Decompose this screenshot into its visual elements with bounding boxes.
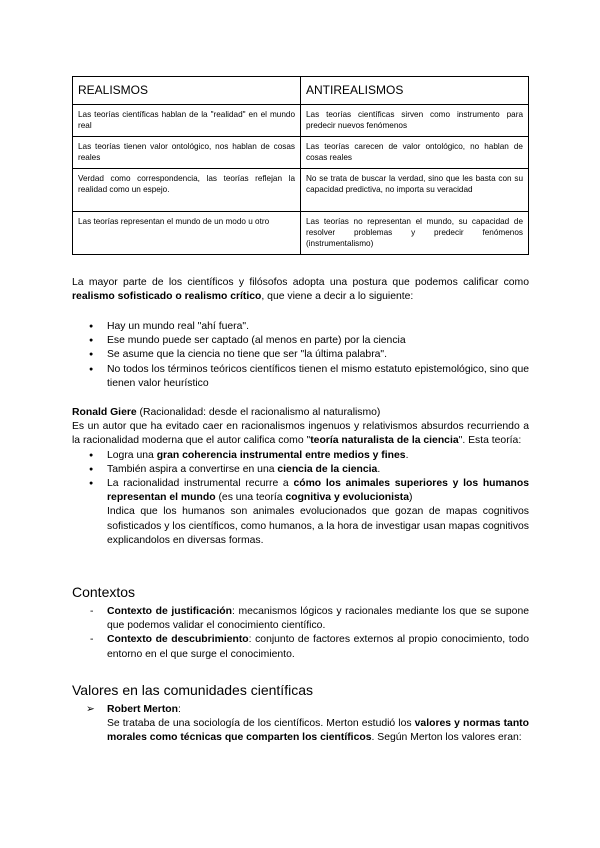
giere-explanation: Indica que los humanos son animales evolucionados que gozan de mapas cognitivos sofisticados y los científicos, como humanos, a la hora de investigar usan mapas cognitivos explicandolos en diversas formas. <box>107 506 529 546</box>
valores-heading: Valores en las comunidades científicas <box>72 682 313 698</box>
giere-title: Ronald Giere (Racionalidad: desde el racionalismo al naturalismo) <box>72 407 381 418</box>
table-row <box>73 105 529 137</box>
list-item: ● También aspira a convertirse en una ciencia de la ciencia. <box>72 463 529 477</box>
realism-comparison-table <box>72 76 529 255</box>
list-item: ● Se asume que la ciencia no tiene que ser "la última palabra". <box>72 348 529 362</box>
list-item: ● Logra una gran coherencia instrumental entre medios y fines. <box>72 449 529 463</box>
giere-name: Ronald Giere <box>72 407 137 418</box>
merton-section <box>72 703 529 746</box>
giere-section <box>72 406 529 548</box>
list-item: ➢ Robert Merton: Se trataba de una sociología de los científicos. Merton estudió los valores y normas tanto morales como técnicas que comparten los científicos. Según Merton los valores eran: <box>86 704 529 744</box>
header-realismos: REALISMOS <box>73 77 301 105</box>
header-antirealismos: ANTIREALISMOS <box>301 77 529 105</box>
list-item: ● No todos los términos teóricos científicos tienen el mismo estatuto epistemológico, sino que tienen valor heurístico <box>72 363 529 391</box>
table-row <box>73 137 529 169</box>
table-header-row <box>73 77 529 105</box>
contextos-heading: Contextos <box>72 584 136 600</box>
giere-points-list <box>72 449 529 548</box>
table-cell: Las teorías científicas hablan de la "realidad" en el mundo real <box>73 105 301 137</box>
table-row <box>73 212 529 255</box>
table-cell: Verdad como correspondencia, las teorías reflejan la realidad como un espejo. <box>73 169 301 212</box>
arrow-bullet-icon: ➢ <box>86 704 95 715</box>
list-item: - Contexto de justificación: mecanismos lógicos y racionales mediante los que se supone que podemos validar el conocimiento científico. <box>72 605 529 633</box>
table-cell: Las teorías no representan el mundo, su capacidad de resolver problemas y predecir fenómenos (instrumentalismo) <box>301 212 529 255</box>
intro-bold-term: realismo sofisticado o realismo crítico <box>72 291 262 303</box>
table-cell: Las teorías representan el mundo de un modo u otro <box>73 212 301 255</box>
list-item: ● Hay un mundo real "ahí fuera". <box>72 320 529 334</box>
list-item: ● Ese mundo puede ser captado (al menos en parte) por la ciencia <box>72 334 529 348</box>
table-cell: Las teorías carecen de valor ontológico, no hablan de cosas reales <box>301 137 529 169</box>
table-cell: No se trata de buscar la verdad, sino que les basta con su capacidad predictiva, no importa su veracidad <box>301 169 529 212</box>
table-row <box>73 169 529 212</box>
giere-paragraph: Es un autor que ha evitado caer en racionalismos ingenuos y relativismos absurdos recurriendo a la racionalidad moderna que el autor califica como "teoría naturalista de la ciencia". Esta teoría: <box>72 421 529 447</box>
table-cell: Las teorías científicas sirven como instrumento para predecir nuevos fenómenos <box>301 105 529 137</box>
list-item: - Contexto de descubrimiento: conjunto de factores externos al propio conocimiento, todo entorno en el que surge el conocimiento. <box>72 633 529 661</box>
table-cell: Las teorías tienen valor ontológico, nos hablan de cosas reales <box>73 137 301 169</box>
list-item: ● La racionalidad instrumental recurre a cómo los animales superiores y los humanos representan el mundo (es una teoría cognitiva y evolucionista) Indica que los humanos son animales evolucionados que gozan de mapas cognitivos sofisticados y los científicos, como humanos, a la hora de investigar usan mapas cognitivos explicandolos en diversas formas. <box>72 477 529 548</box>
intro-paragraph: La mayor parte de los científicos y filósofos adopta una postura que podemos calificar como realismo sofisticado o realismo crítico, que viene a decir a lo siguiente: <box>72 277 529 303</box>
contextos-list <box>72 605 529 662</box>
merton-name: Robert Merton <box>107 704 178 715</box>
realism-points-list <box>72 320 529 391</box>
